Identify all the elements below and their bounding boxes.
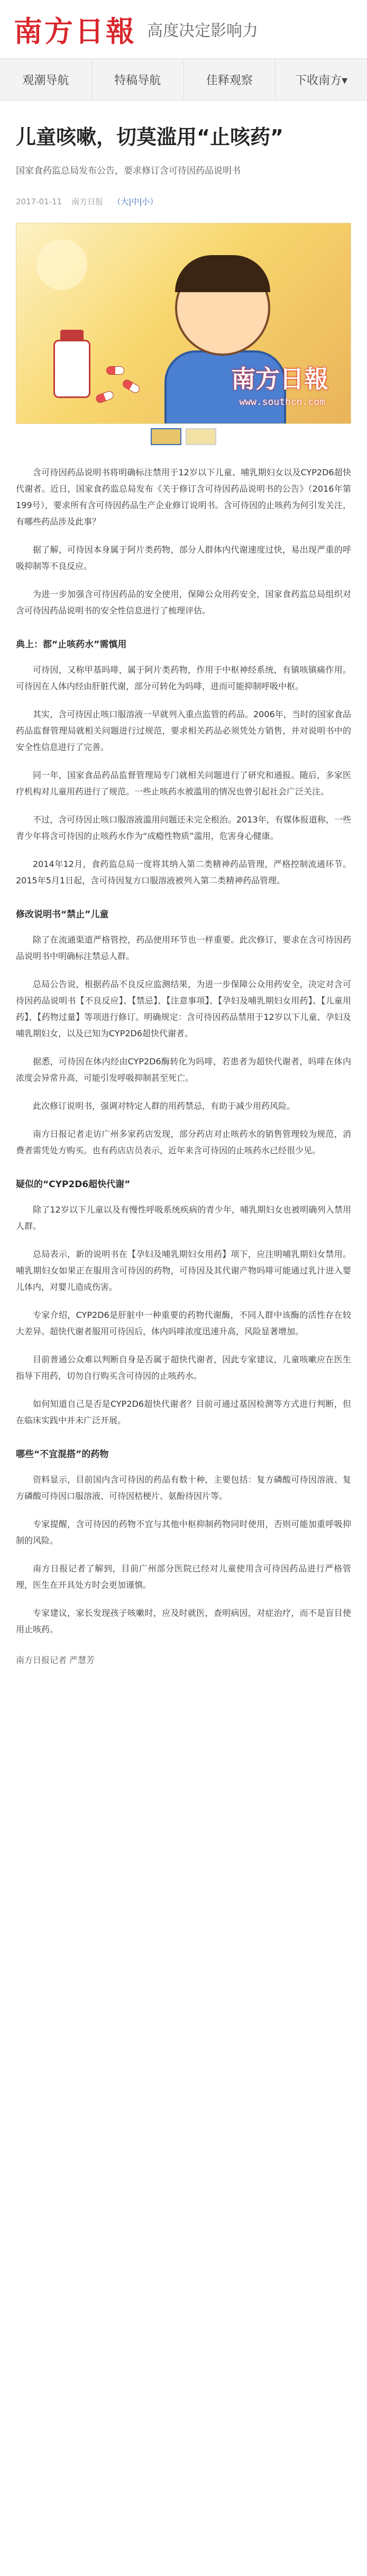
article-paragraph: 如何知道自己是否是CYP2D6超快代谢者？目前可通过基因检测等方式进行判断，但在临床实践中并未广泛开展。 [16,1399,351,1425]
pill-bottle-icon [53,340,90,398]
site-slogan: 高度决定影响力 [147,22,258,40]
article-paragraph: 据了解，可待因本身属于阿片类药物，部分人群体内代谢速度过快，易出现严重的呼吸抑制等不良反应。 [16,545,351,571]
section-heading: 哪些“不宜混搭”的药物 [16,1449,109,1460]
nav-item-guanchao[interactable] [0,59,92,100]
thumbnail-1[interactable] [151,428,181,445]
article-paragraph: 其实，含可待因止咳口服溶液一早就列入重点监管的药品。2006年，当时的国家食品药品监督管理局就相关问题进行过规范，要求相关药品必须凭处方销售，并对说明书中的安全性信息进行了完善。 [16,709,351,752]
thumbnail-2[interactable] [186,428,216,445]
watermark-url: www.southcn.com [239,396,325,408]
article-paragraph: 2014年12月，食药监总局一度将其纳入第二类精神药品管理，严格控制流通环节。2015年5月1日起，含可待因复方口服溶液被列入第二类精神药品管理。 [16,859,351,885]
nav-item-label: 下收南方▾ [295,74,348,87]
image-thumbnails [16,428,351,445]
watermark-logo: 南方日報 [231,365,328,393]
article-headline: 儿童咳嗽，切莫滥用“止咳药” [16,125,283,149]
sun-shape [36,239,87,290]
article-paragraph: 目前普通公众难以判断自身是否属于超快代谢者，因此专家建议，儿童咳嗽应在医生指导下用药，切勿自行购买含可待因的止咳药水。 [16,1354,351,1381]
article-source: 南方日报 [71,197,104,206]
article-paragraph: 含可待因药品说明书将明确标注禁用于12岁以下儿童、哺乳期妇女以及CYP2D6超快代谢者。近日，国家食药监总局发布《关于修订含可待因药品说明书的公告》（2016年第199号），要求所有含可待因药品生产企业修订说明书。含可待因的止咳药为何引发关注，有哪些药品涉及此事？ [16,467,351,527]
article-meta [16,196,351,207]
article-paragraph: 专家介绍，CYP2D6是肝脏中一种重要的药物代谢酶，不同人群中该酶的活性存在较大差异。超快代谢者服用可待因后，体内吗啡浓度迅速升高，风险显著增加。 [16,1310,351,1336]
article-paragraph: 专家建议，家长发现孩子咳嗽时，应及时就医，查明病因，对症治疗，而不是盲目使用止咳药。 [16,1608,351,1634]
pill-icon [106,366,124,375]
nav-item-download[interactable] [276,59,367,100]
article-paragraph: 除了在流通渠道严格管控，药品使用环节也一样重要。此次修订，要求在含可待因药品说明书中明确标注禁忌人群。 [16,935,351,961]
nav-item-guancha[interactable] [184,59,276,100]
nav-item-tegao[interactable] [92,59,184,100]
article-paragraph: 资料显示，目前国内含可待因的药品有数十种，主要包括：复方磷酸可待因溶液、复方磷酸可待因口服溶液、可待因桔梗片、氨酚待因片等。 [16,1475,351,1501]
article-author: 南方日报记者 严慧芳 [16,1655,95,1665]
site-header [0,0,367,59]
article-body [16,464,351,1666]
article-paragraph: 专家提醒，含可待因的药物不宜与其他中枢抑制药物同时使用，否则可能加重呼吸抑制的风险。 [16,1519,351,1545]
article-paragraph: 据悉，可待因在体内经由CYP2D6酶转化为吗啡，若患者为超快代谢者，吗啡在体内浓度会异常升高，可能引发呼吸抑制甚至死亡。 [16,1056,351,1083]
hero-image [16,223,351,424]
page-footer [0,1666,367,1729]
pill-icon [95,390,114,404]
font-size-control[interactable]: （大|中|小） [113,197,158,206]
article-paragraph: 南方日报记者走访广州多家药店发现，部分药店对止咳药水的销售管理较为规范，消费者需凭处方购买。也有药店店员表示，近年来含可待因的止咳药水已经很少见。 [16,1129,351,1155]
section-heading: 典上：都“止咳药水”需慎用 [16,639,127,650]
article-paragraph: 除了12岁以下儿童以及有慢性呼吸系统疾病的青少年，哺乳期妇女也被明确列入禁用人群。 [16,1205,351,1231]
article-paragraph: 此次修订说明书，强调对特定人群的用药禁忌，有助于减少用药风险。 [33,1101,296,1111]
article-paragraph: 总局公告说，根据药品不良反应监测结果，为进一步保障公众用药安全，决定对含可待因药品说明书【不良反应】、【禁忌】、【注意事项】、【孕妇及哺乳期妇女用药】、【儿童用药】、【药物过量】等项进行修订。明确规定：含可待因药品禁用于12岁以下儿童、孕妇及哺乳期妇女，以及已知为CYP2D6超快代谢者。 [16,979,351,1038]
article [0,124,367,1666]
main-nav [0,59,367,101]
pill-icon [121,378,141,395]
nav-item-label: 佳释观察 [206,74,253,87]
article-date: 2017-01-11 [16,196,62,206]
section-heading: 疑似的“CYP2D6超快代谢” [16,1179,131,1190]
article-paragraph: 南方日报记者了解到，目前广州部分医院已经对儿童使用含可待因药品进行严格管理，医生在开具处方时会更加谨慎。 [16,1563,351,1590]
article-paragraph: 不过，含可待因止咳口服溶液滥用问题还未完全根治。2013年，有媒体报道称，一些青少年将含可待因的止咳药水作为“成瘾性物质”滥用，危害身心健康。 [16,815,351,841]
section-heading: 修改说明书“禁止”儿童 [16,909,109,920]
child-illustration-hair [175,255,270,292]
article-paragraph: 可待因，又称甲基吗啡，属于阿片类药物，作用于中枢神经系统，有镇咳镇痛作用。可待因在人体内经由肝脏代谢，部分可转化为吗啡，进而可能抑制呼吸中枢。 [16,665,351,691]
article-paragraph: 总局表示，新的说明书在【孕妇及哺乳期妇女用药】项下，应注明哺乳期妇女禁用。哺乳期妇女如果正在服用含可待因的药物，可待因及其代谢产物吗啡可能通过乳汁进入婴儿体内，对婴儿造成伤害。 [16,1249,351,1292]
site-logo[interactable]: 南方日報 [14,14,136,48]
article-subtitle: 国家食药监总局发布公告，要求修订含可待因药品说明书 [16,166,241,176]
nav-item-label: 特稿导航 [114,74,161,87]
nav-item-label: 观潮导航 [22,74,69,87]
article-paragraph: 为进一步加强含可待因药品的安全使用，保障公众用药安全，国家食药监总局组织对含可待因药品说明书的安全性信息进行了梳理评估。 [16,589,351,616]
article-paragraph: 同一年，国家食品药品监督管理局专门就相关问题进行了研究和通报。随后，多家医疗机构对儿童用药进行了规范。一些止咳药水被滥用的情况也曾引起社会广泛关注。 [16,770,351,797]
